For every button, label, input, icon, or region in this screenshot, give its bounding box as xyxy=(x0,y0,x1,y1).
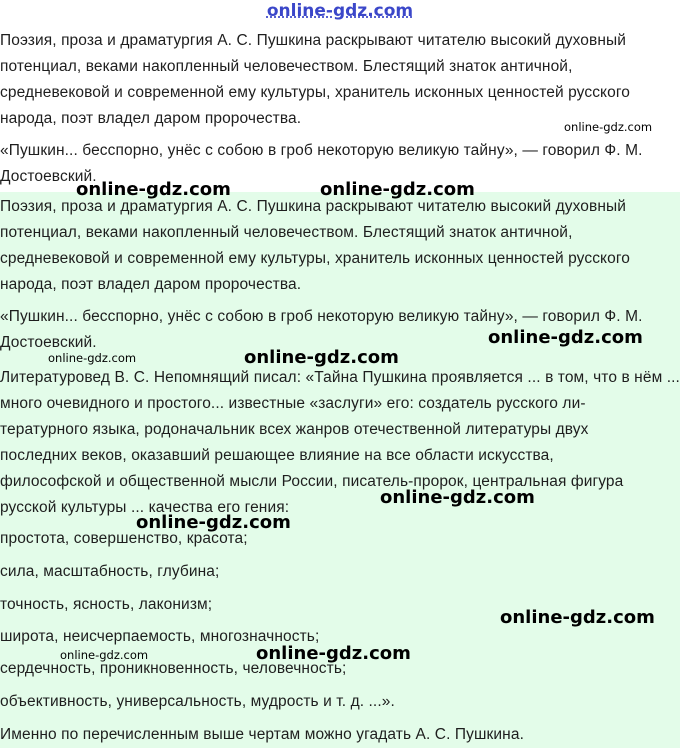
quality-line: объективность, универсальность, мудрость и т. д. ...». xyxy=(0,693,395,710)
nepomnyashchy-quote: Литературовед В. С. Непомнящий писал: «Тайна Пушкина проявляется ... в том, что в нём ... много очевидного и простого... известные «заслуги» его: создатель русского ли- тературного языка, родоначальник всех жанров отечественной литературы двух последних веков, оказавший решающее влияние на все области искусства, философской и общественной мысли России, писатель-пророк, центральная фигура русской культуры ... качества его гения: xyxy=(0,369,680,516)
watermark-text: online-gdz.com xyxy=(48,351,137,365)
answer-intro-paragraph: Поэзия, проза и драматургия А. С. Пушкина раскрывают читателю высокий духовный потенциал, веками накопленный человечеством. Блестящий знаток античной, средневековой и современной ему культуры, хранитель исконных ценностей русского народа, поэт владел даром пророчества. xyxy=(0,198,630,293)
top-watermark: online-gdz.com xyxy=(266,1,414,21)
dostoevsky-quote: «Пушкин... бесспорно, унёс с собою в гроб некоторую великую тайну», — говорил Ф. М. Достоевский. xyxy=(0,142,643,185)
watermark-text: online-gdz.com xyxy=(76,179,231,200)
watermark-text: online-gdz.com xyxy=(256,643,411,664)
watermark-text: online-gdz.com xyxy=(380,487,535,508)
original-text-block xyxy=(0,28,680,192)
quality-line: точность, ясность, лаконизм; xyxy=(0,596,213,613)
watermark-text: online-gdz.com xyxy=(136,512,291,533)
watermark-text: online-gdz.com xyxy=(60,648,149,662)
watermark-text: online-gdz.com xyxy=(500,607,655,628)
watermark-text: online-gdz.com xyxy=(488,327,643,348)
watermark-text: online-gdz.com xyxy=(244,347,399,368)
watermark-text: online-gdz.com xyxy=(320,179,475,200)
answer-block xyxy=(0,192,680,748)
conclusion-line: Именно по перечисленным выше чертам можно угадать А. С. Пушкина. xyxy=(0,726,524,743)
quality-line: простота, совершенство, красота; xyxy=(0,530,248,547)
quality-line: широта, неисчерпаемость, многозначность; xyxy=(0,628,320,645)
watermark-text: online-gdz.com xyxy=(564,120,653,134)
intro-paragraph: Поэзия, проза и драматургия А. С. Пушкина раскрывают читателю высокий духовный потенциал, веками накопленный человечеством. Блестящий знаток античной, средневековой и современной ему культуры, хранитель исконных ценностей русского народа, поэт владел даром пророчества. xyxy=(0,32,630,127)
answer-dostoevsky-quote: «Пушкин... бесспорно, унёс с собою в гроб некоторую великую тайну», — говорил Ф. М. Достоевский. xyxy=(0,308,643,351)
quality-line: сила, масштабность, глубина; xyxy=(0,563,220,580)
quality-line: сердечность, проникновенность, человечность; xyxy=(0,660,347,677)
